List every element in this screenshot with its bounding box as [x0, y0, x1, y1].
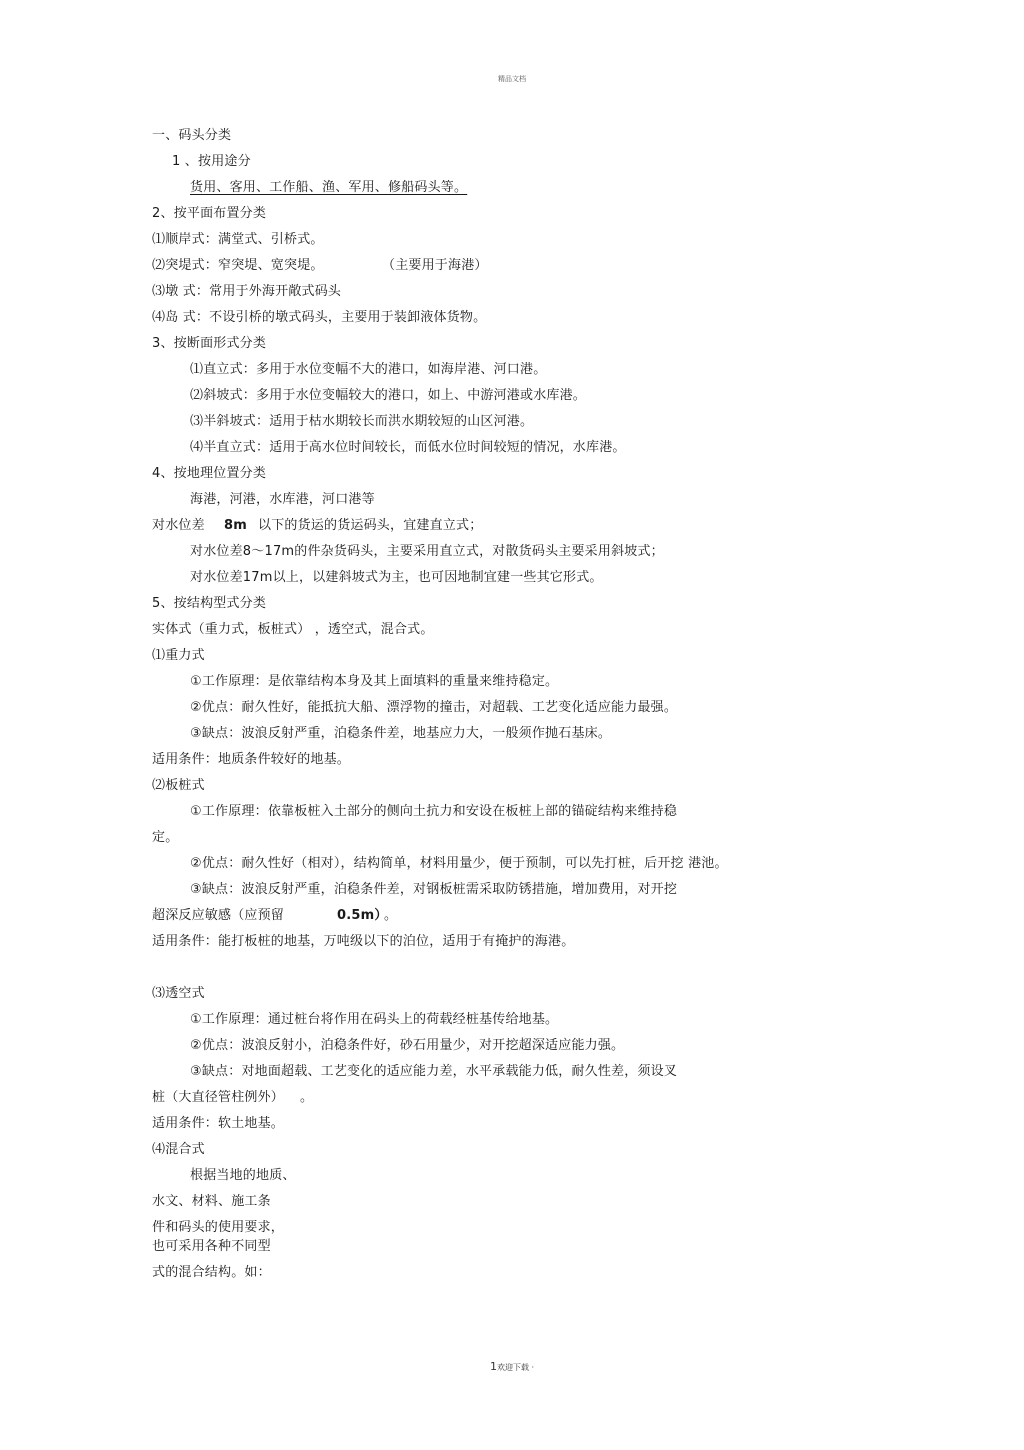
subsection-heading: 1 、按用途分 [172, 154, 251, 169]
page-footer [0, 1360, 1024, 1373]
body-text: 海港，河港，水库港，河口港等 [190, 492, 375, 507]
body-text: 适用条件：地质条件较好的地基。 [152, 752, 351, 767]
body-text: 适用条件：能打板桩的地基，万吨级以下的泊位，适用于有掩护的海港。 [152, 934, 575, 949]
body-text: ①工作原理：是依靠结构本身及其上面填料的重量来维持稳定。 [190, 674, 559, 689]
body-text: ③缺点：对地面超载、工艺变化的适应能力差，水平承载能力低，耐久性差，须设叉 [190, 1064, 678, 1079]
body-text: ①工作原理：依靠板桩入土部分的侧向土抗力和安设在板桩上部的锚碇结构来维持稳 [190, 804, 678, 819]
body-value: 8m [224, 518, 247, 533]
subsection-heading: 4、按地理位置分类 [152, 466, 267, 481]
body-text: ⑷岛 式：不设引桥的墩式码头，主要用于装卸液体货物。 [152, 310, 487, 325]
body-text: ⑶墩 式：常用于外海开敞式码头 [152, 284, 342, 299]
body-text: 。 [384, 908, 398, 923]
body-text: ⑴顺岸式：满堂式、引桥式。 [152, 232, 324, 247]
body-text: ⑶透空式 [152, 986, 205, 1001]
body-text: ③缺点：波浪反射严重，泊稳条件差，地基应力大，一般须作抛石基床。 [190, 726, 612, 741]
body-note: （主要用于海港） [382, 258, 488, 273]
body-text: ⑵突堤式：窄突堤、宽突堤。 [152, 258, 324, 273]
body-text: ⑵板桩式 [152, 778, 205, 793]
body-text: ⑷半直立式：适用于高水位时间较长，而低水位时间较短的情况，水库港。 [190, 440, 626, 455]
subsection-heading: 2、按平面布置分类 [152, 206, 267, 221]
body-text: 定。 [152, 830, 179, 845]
body-text: ②优点：波浪反射小，泊稳条件好，砂石用量少，对开挖超深适应能力强。 [190, 1038, 625, 1053]
body-text: 件和码头的使用要求， [152, 1220, 285, 1235]
body-text: 实体式（重力式，板桩式） ，透空式，混合式。 [152, 622, 434, 637]
body-text: 也可采用各种不同型 [152, 1239, 271, 1254]
body-value: 0.5m） [337, 908, 388, 923]
body-text: 适用条件：软土地基。 [152, 1116, 285, 1131]
body-text: ①工作原理：通过桩台将作用在码头上的荷载经桩基传给地基。 [190, 1012, 559, 1027]
body-text: 水文、材料、施工条 [152, 1194, 271, 1209]
body-text: ②优点：耐久性好，能抵抗大船、漂浮物的撞击，对超载、工艺变化适应能力最强。 [190, 700, 678, 715]
body-text: 对水位差8～17m的件杂货码头，主要采用直立式，对散货码头主要采用斜坡式； [190, 544, 664, 559]
subsection-heading: 5、按结构型式分类 [152, 596, 267, 611]
body-text: 对水位差 [152, 518, 205, 533]
subsection-heading: 3、按断面形式分类 [152, 336, 267, 351]
body-text: 以下的货运的货运码头，宜建直立式； [258, 518, 483, 533]
body-text: ⑴重力式 [152, 648, 205, 663]
body-text: 。 [300, 1090, 314, 1105]
body-text: ⑷混合式 [152, 1142, 205, 1157]
body-text: ③缺点：波浪反射严重，泊稳条件差，对钢板桩需采取防锈措施，增加费用，对开挖 [190, 882, 678, 897]
body-text: ⑶半斜坡式：适用于枯水期较长而洪水期较短的山区河港。 [190, 414, 534, 429]
body-text: 桩（大直径管柱例外） [152, 1090, 285, 1105]
body-text: 货用、客用、工作船、渔、军用、修船码头等。 [190, 180, 468, 195]
section-heading: 一、码头分类 [152, 128, 232, 143]
body-text: 对水位差17m以上，以建斜坡式为主，也可因地制宜建一些其它形式。 [190, 570, 603, 585]
body-text: 式的混合结构。如： [152, 1265, 271, 1280]
body-text: ⑴直立式：多用于水位变幅不大的港口，如海岸港、河口港。 [190, 362, 547, 377]
footer-dot: · [531, 1363, 535, 1372]
body-text: 根据当地的地质、 [190, 1168, 296, 1183]
body-text: ②优点：耐久性好（相对），结构简单，材料用量少，便于预制，可以先打桩，后开挖 港池。 [190, 856, 728, 871]
footer-text: 欢迎下载 [496, 1363, 529, 1372]
body-text: ⑵斜坡式：多用于水位变幅较大的港口，如上、中游河港或水库港。 [190, 388, 587, 403]
body-text: 超深反应敏感（应预留 [152, 908, 285, 923]
page-number: 1 [489, 1360, 497, 1373]
page-header: 精品文档 [498, 75, 526, 83]
